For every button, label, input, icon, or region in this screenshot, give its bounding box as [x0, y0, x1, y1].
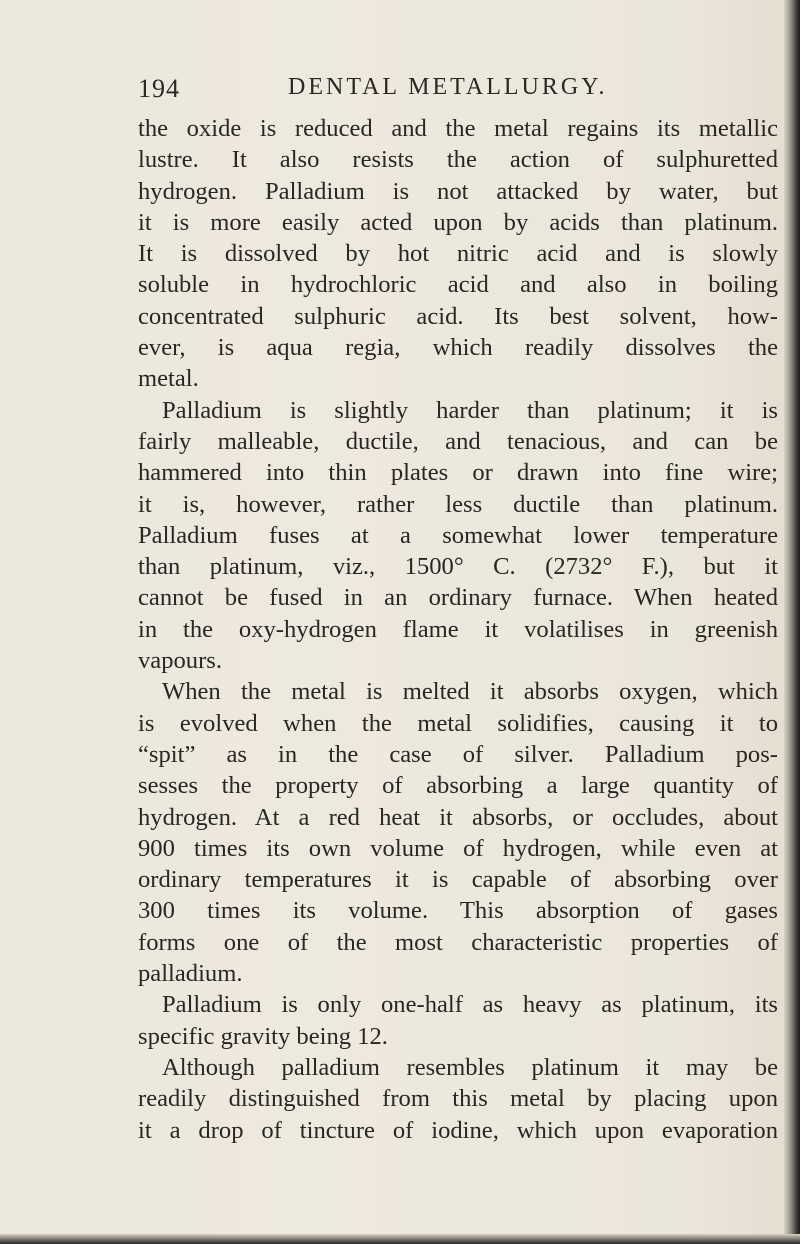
page-binding-edge — [784, 0, 800, 1244]
text-line: 300 times its volume. This absorption of gases — [138, 897, 778, 925]
paragraph-first-line: Palladium is only one-half as heavy as platinum, its — [162, 991, 778, 1019]
running-title: DENTAL METALLURGY. — [288, 74, 608, 100]
text-line: It is dissolved by hot nitric acid and is slowly — [138, 240, 778, 268]
text-line: it is more easily acted upon by acids than platinum. — [138, 208, 778, 236]
text-line: vapours. — [138, 647, 223, 675]
page-number: 194 — [138, 74, 180, 103]
text-line: specific gravity being 12. — [138, 1022, 388, 1050]
text-line: hydrogen. Palladium is not attacked by water, but — [138, 177, 778, 205]
text-line: fairly malleable, ductile, and tenacious, and can be — [138, 427, 778, 455]
text-line: in the oxy-hydrogen flame it volatilises in greenish — [138, 615, 778, 643]
paragraph-first-line: Palladium is slightly harder than platinum; it is — [162, 396, 778, 424]
text-line: ever, is aqua regia, which readily dissolves the — [138, 334, 778, 362]
paragraph-first-line: Although palladium resembles platinum it may be — [162, 1053, 778, 1081]
text-line: ordinary temperatures it is capable of absorbing over — [138, 866, 778, 894]
text-line: “spit” as in the case of silver. Palladium pos- — [138, 740, 778, 768]
page-header — [138, 74, 778, 110]
text-line: concentrated sulphuric acid. Its best solvent, how- — [138, 302, 778, 330]
paragraph-first-line: When the metal is melted it absorbs oxygen, which — [162, 678, 778, 706]
text-line: hammered into thin plates or drawn into fine wire; — [138, 459, 778, 487]
text-line: palladium. — [138, 960, 243, 988]
text-line: metal. — [138, 365, 199, 393]
text-line: Palladium fuses at a somewhat lower temperature — [138, 521, 778, 549]
text-line: 900 times its own volume of hydrogen, while even at — [138, 834, 778, 862]
text-line: forms one of the most characteristic properties of — [138, 928, 778, 956]
text-line: is evolved when the metal solidifies, causing it to — [138, 709, 778, 737]
text-line: hydrogen. At a red heat it absorbs, or occludes, about — [138, 803, 778, 831]
text-line: cannot be fused in an ordinary furnace. When heated — [138, 584, 778, 612]
text-line: soluble in hydrochloric acid and also in boiling — [138, 271, 778, 299]
text-line: than platinum, viz., 1500° C. (2732° F.), but it — [138, 553, 778, 581]
text-line: it is, however, rather less ductile than platinum. — [138, 490, 778, 518]
text-line: the oxide is reduced and the metal regains its metallic — [138, 115, 778, 142]
body-text — [138, 113, 778, 1146]
text-line: sesses the property of absorbing a large quantity of — [138, 772, 778, 800]
text-line: lustre. It also resists the action of sulphuretted — [138, 146, 778, 174]
page-bottom-edge — [0, 1234, 800, 1244]
text-line: readily distinguished from this metal by placing upon — [138, 1085, 778, 1113]
text-line: it a drop of tincture of iodine, which upon evaporation — [138, 1116, 778, 1144]
